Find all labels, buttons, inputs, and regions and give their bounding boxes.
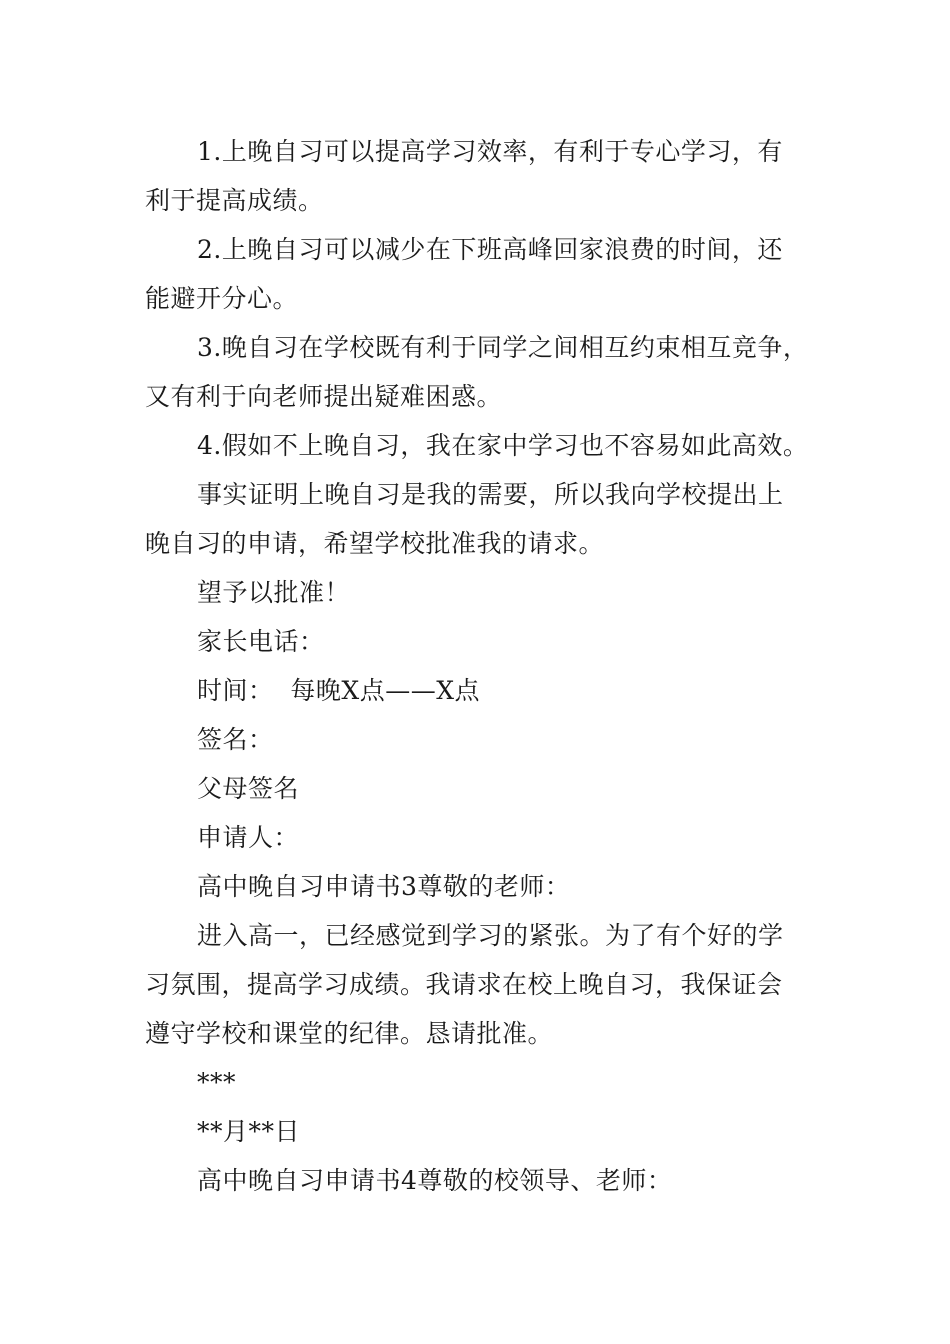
- text-line: 申请人：: [197, 823, 300, 852]
- text-line: 利于提高成绩。: [145, 186, 324, 215]
- text-line: 1.上晚自习可以提高学习效率，有利于专心学习，有: [197, 137, 783, 166]
- text-line: 3.晚自习在学校既有利于同学之间相互约束相互竞争，: [197, 333, 809, 362]
- text-line: 进入高一，已经感觉到学习的紧张。为了有个好的学: [197, 921, 784, 950]
- text-line: 事实证明上晚自习是我的需要，所以我向学校提出上: [197, 480, 784, 509]
- text-line: 高中晚自习申请书4尊敬的校领导、老师：: [197, 1166, 673, 1195]
- text-line: 晚自习的申请，希望学校批准我的请求。: [145, 529, 605, 558]
- text-line: **月**日: [197, 1117, 301, 1146]
- text-line: 望予以批准！: [197, 578, 351, 607]
- text-line: ***: [197, 1068, 236, 1097]
- text-line: 签名：: [197, 725, 274, 754]
- text-line: 父母签名: [197, 774, 300, 803]
- document-body: [145, 127, 810, 1205]
- text-line: 习氛围，提高学习成绩。我请求在校上晚自习，我保证会: [145, 970, 783, 999]
- text-line: 时间： 每晚X点——X点: [197, 676, 480, 705]
- text-line: 又有利于向老师提出疑难困惑。: [145, 382, 503, 411]
- text-line: 遵守学校和课堂的纪律。恳请批准。: [145, 1019, 554, 1048]
- text-line: 高中晚自习申请书3尊敬的老师：: [197, 872, 571, 901]
- text-line: 能避开分心。: [145, 284, 299, 313]
- text-line: 4.假如不上晚自习，我在家中学习也不容易如此高效。: [197, 431, 809, 460]
- text-line: 家长电话：: [197, 627, 325, 656]
- text-line: 2.上晚自习可以减少在下班高峰回家浪费的时间，还: [197, 235, 783, 264]
